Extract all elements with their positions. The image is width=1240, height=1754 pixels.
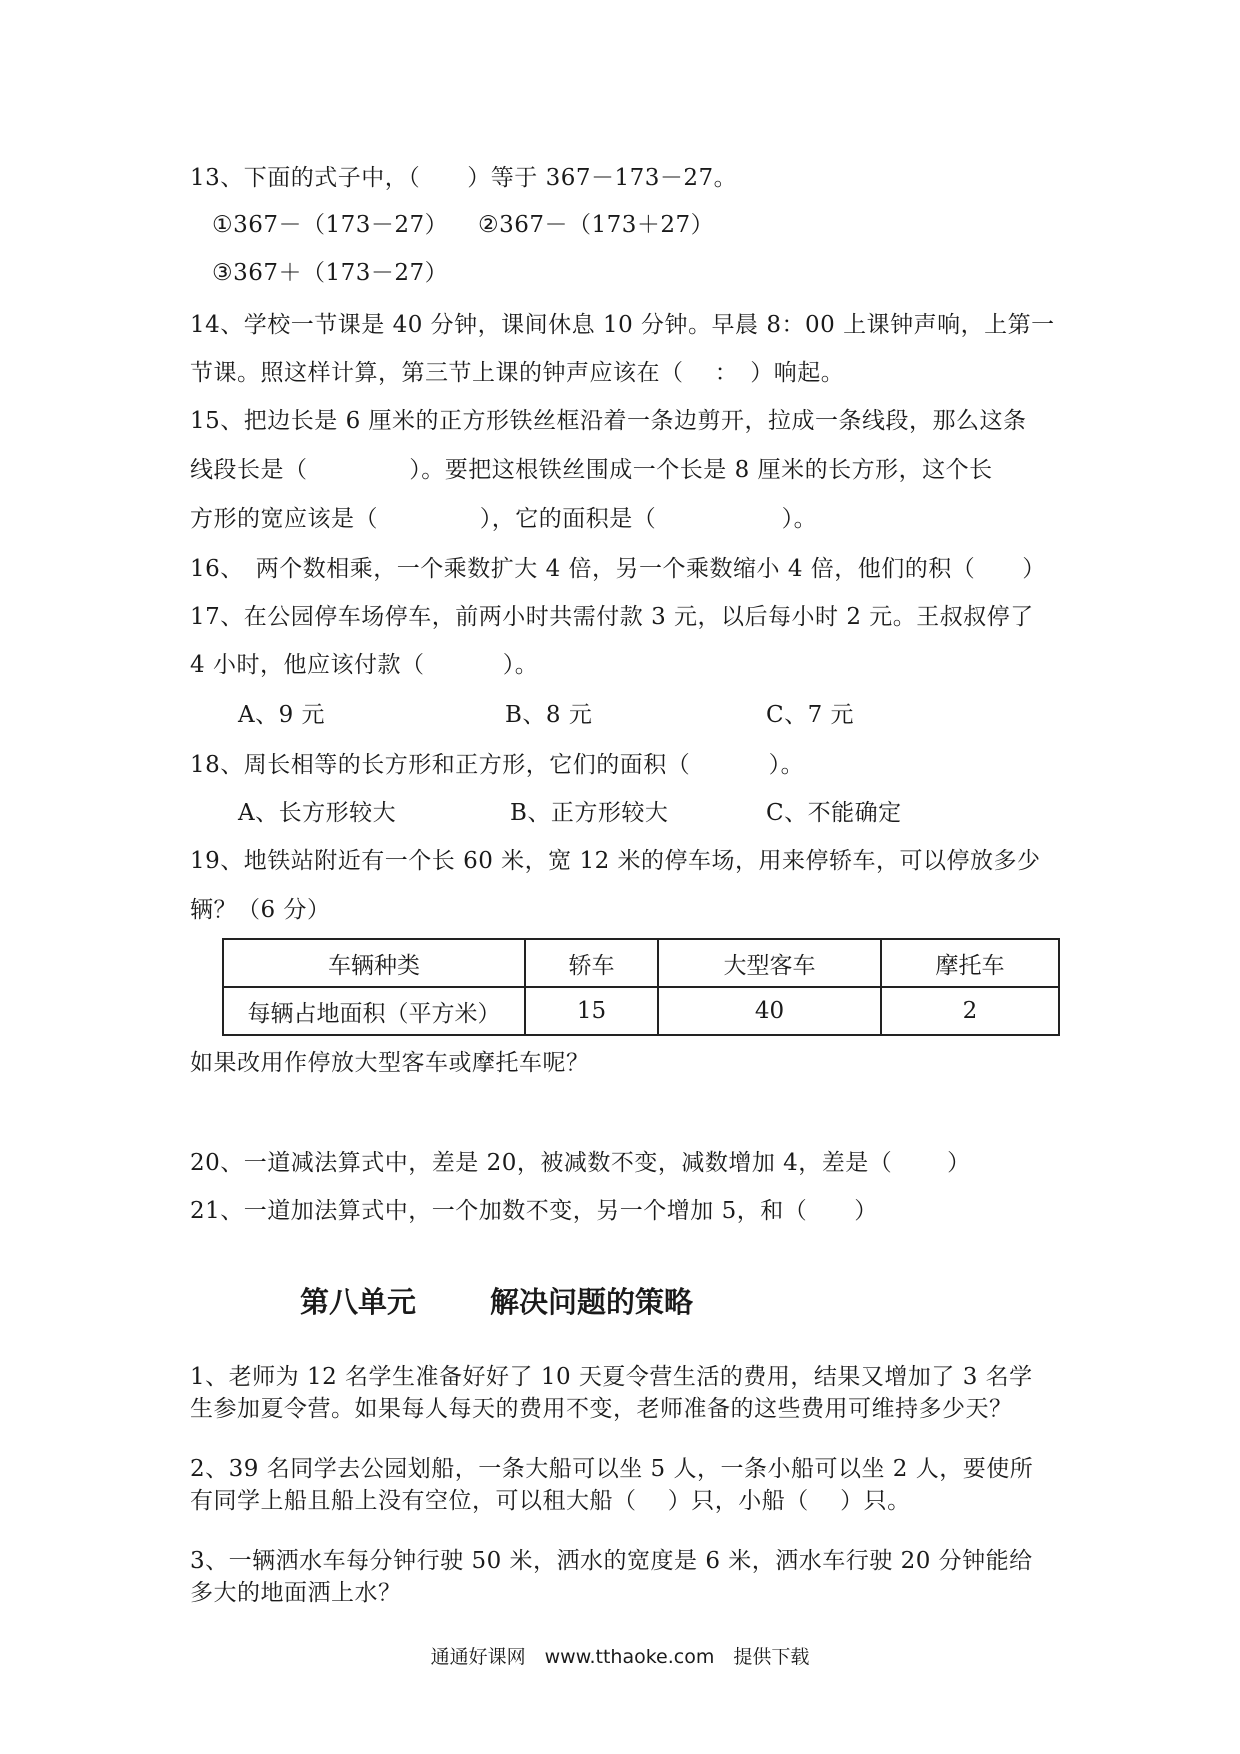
question-21-line-1: 21、一道加法算式中，一个加数不变，另一个增加 5，和（ ） <box>190 1198 878 1224</box>
unit8-problem-2-line-2: 有同学上船且船上没有空位，可以租大船（ ）只，小船（ ）只。 <box>190 1488 911 1514</box>
question-19-line-1: 19、地铁站附近有一个长 60 米，宽 12 米的停车场，用来停轿车，可以停放多少 <box>190 848 1041 874</box>
unit8-problem-2-line-1: 2、39 名同学去公园划船，一条大船可以坐 5 人，一条小船可以坐 2 人，要使所 <box>190 1456 1034 1482</box>
question-17-option-a: A、9 元 <box>238 702 326 728</box>
question-13-stem: 13、下面的式子中，（ ）等于 367－173－27。 <box>190 165 738 191</box>
question-19-followup: 如果改用作停放大型客车或摩托车呢？ <box>190 1050 590 1076</box>
table-cell: 15 <box>525 987 658 1035</box>
question-17-line-1: 17、在公园停车场停车，前两小时共需付款 3 元，以后每小时 2 元。王叔叔停了 <box>190 604 1034 630</box>
question-18-option-a: A、长方形较大 <box>238 800 397 826</box>
unit8-problem-3-line-2: 多大的地面洒上水？ <box>190 1580 402 1606</box>
table-header-cell: 轿车 <box>525 939 658 987</box>
question-20-line-1: 20、一道减法算式中，差是 20，被减数不变，减数增加 4，差是（ ） <box>190 1150 971 1176</box>
table-header-cell: 摩托车 <box>881 939 1059 987</box>
question-18-option-b: B、正方形较大 <box>510 800 669 826</box>
vehicle-area-table <box>222 938 1060 1036</box>
question-18-line-1: 18、周长相等的长方形和正方形，它们的面积（ ）。 <box>190 752 805 778</box>
table-header-cell: 大型客车 <box>658 939 881 987</box>
table-cell: 40 <box>658 987 881 1035</box>
unit8-problem-1-line-2: 生参加夏令营。如果每人每天的费用不变，老师准备的这些费用可维持多少天？ <box>190 1396 1013 1422</box>
table-header-cell: 车辆种类 <box>223 939 525 987</box>
question-19-line-2: 辆？（6 分） <box>190 897 331 923</box>
table-header-row <box>223 939 1059 987</box>
question-15-line-3: 方形的宽应该是（ ），它的面积是（ ）。 <box>190 506 818 532</box>
question-15-line-1: 15、把边长是 6 厘米的正方形铁丝框沿着一条边剪开，拉成一条线段，那么这条 <box>190 408 1027 434</box>
question-13-option-2: ②367－（173＋27） <box>478 212 715 238</box>
unit8-problem-1-line-1: 1、老师为 12 名学生准备好好了 10 天夏令营生活的费用，结果又增加了 3 名学 <box>190 1364 1033 1390</box>
page-footer: 通通好课网 www.tthaoke.com 提供下载 <box>430 1646 810 1668</box>
unit8-problem-3-line-1: 3、一辆洒水车每分钟行驶 50 米，洒水的宽度是 6 米，洒水车行驶 20 分钟能给 <box>190 1548 1033 1574</box>
unit-heading-title: 解决问题的策略 <box>490 1285 694 1319</box>
question-14-line-1: 14、学校一节课是 40 分钟，课间休息 10 分钟。早晨 8：00 上课钟声响，上第一 <box>190 312 1055 338</box>
table-cell: 2 <box>881 987 1059 1035</box>
table-row <box>223 987 1059 1035</box>
question-17-option-c: C、7 元 <box>766 702 855 728</box>
question-13-option-3: ③367＋（173－27） <box>212 260 449 286</box>
question-14-line-2: 节课。照这样计算，第三节上课的钟声应该在（ ： ）响起。 <box>190 360 845 386</box>
unit-heading-number: 第八单元 <box>300 1285 417 1319</box>
question-17-line-2: 4 小时，他应该付款（ ）。 <box>190 652 539 678</box>
question-17-option-b: B、8 元 <box>505 702 593 728</box>
question-16-line-1: 16、 两个数相乘，一个乘数扩大 4 倍，另一个乘数缩小 4 倍，他们的积（ ） <box>190 556 1046 582</box>
question-15-line-2: 线段长是（ ）。要把这根铁丝围成一个长是 8 厘米的长方形，这个长 <box>190 457 993 483</box>
question-13-option-1: ①367－（173－27） <box>212 212 449 238</box>
table-cell: 每辆占地面积（平方米） <box>223 987 525 1035</box>
question-18-option-c: C、不能确定 <box>766 800 902 826</box>
